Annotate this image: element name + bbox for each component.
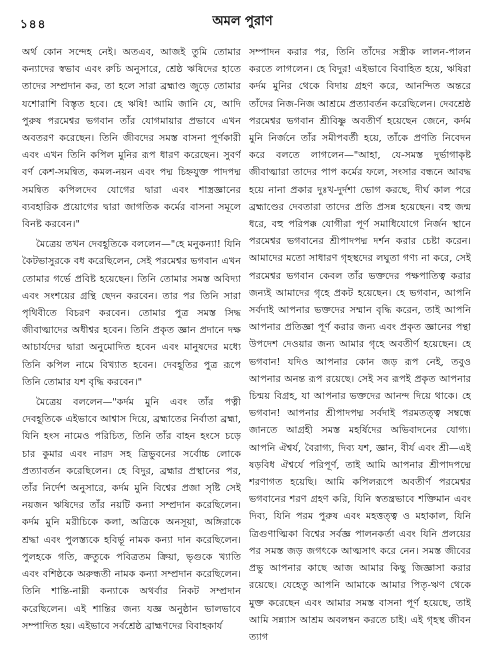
page-title: অমল পুরাণ — [212, 14, 273, 29]
paragraph: মৈত্রেয় তখন দেবহূতিকে বললেন—"হে মনুকন্যা! যিনি কৈটভাসুরকে বধ করেছিলেন, সেই পরমেশ্বর ভগবান এখন তোমার গর্ভে প্রবিষ্ট হয়েছেন। তিনি তোমার সমস্ত অবিদ্যা এবং সংশয়ের গ্রন্থি ছেদন করবেন। তার পর তিনি সারা পৃথিবীতে বিচরণ করবেন। তোমার পুত্র সমস্ত সিদ্ধ জীবাত্মাদের অধীশ্বর হবেন। তিনি প্রকৃত জ্ঞান প্রদানে দক্ষ আচার্যদের দ্বারা অনুমোদিত হবেন এবং মানুষদের মধ্যে তিনি কপিল নামে বিখ্যাত হবেন। দেবহূতির পুত্র রূপে তিনি তোমার যশ বৃদ্ধি করবেন।" — [22, 239, 241, 388]
paragraph: অর্থ কোন সন্দেহ নেই। অতএব, আজই তুমি তোমার কন্যাদের স্বভাব এবং রুচি অনুসারে, শ্রেষ্ঠ ঋষিদের হাতে তাদের সম্প্রদান কর, তা হলে সারা ব্রহ্মাণ্ড জুড়ে তোমার যশোরাশি বিস্তৃত হবে। হে ঋষি! আমি জানি যে, আদি পুরুষ পরমেশ্বর ভগবান তাঁর যোগমায়ার প্রভাবে এখন অবতরণ করেছেন। তিনি জীবদের সমস্ত বাসনা পূর্ণকারী এবং এখন তিনি কপিল মুনির রূপ ধারণ করেছেন। সুবর্ণ বর্ণ কেশ-সমন্বিত, কমল-নয়ন এবং পদ্ম চিহ্নযুক্ত পাদপদ্ম সমন্বিত কপিলদেব যোগের দ্বারা এবং শাস্ত্রজ্ঞানের ব্যবহারিক প্রয়োগের দ্বারা জাগতিক কর্মের বাসনা সমূলে বিনষ্ট করবেন।" — [22, 47, 241, 231]
right-column — [249, 44, 471, 644]
left-column — [22, 44, 241, 644]
page-number: ১৪৪ — [20, 17, 47, 31]
paragraph: মৈত্রেয় বললেন—"কর্দম মুনি এবং তাঁর পত্নী দেবহূতিকে এইভাবে আশ্বাস দিয়ে, ব্রহ্মাতের নির্বাতা ব্রহ্মা, যিনি হংস নামেও পরিচিত, তিনি তাঁর বাহন হংসে চড়ে চার কুমার এবং নারদ সহ ত্রিভুবনের সর্বোচ্চ লোকে প্রত্যাবর্তন করেছিলেন। হে বিদুর, ব্রহ্মার প্রস্থানের পর, তাঁর নির্দেশ অনুসারে, কর্দম মুনি বিশ্বের প্রজা সৃষ্টি সেই নয়জন ঋষিদের তাঁর নয়টি কন্যা সম্প্রদান করেছিলেন। কর্দম মুনি মরীচিকে কলা, অত্রিকে অনসূয়া, অঙ্গিরাকে শ্রদ্ধা এবং পুলস্ত্যকে হবির্ভূ নামক কন্যা দান করেছিলেন। পুলহকে গতি, ক্রতুকে পবিত্রতম ক্রিয়া, ভৃগুকে খ্যাতি এবং বশিষ্ঠকে অরুন্ধতী নামক কন্যা সম্প্রদান করেছিলেন। তিনি শান্তি-নাম্নী কন্যাকে অথর্বার নিকট সম্প্রদান করেছিলেন। এই শান্তির জন্য যজ্ঞ অনুষ্ঠান ভালভাবে সম্পাদিত হয়। এইভাবে সর্বশ্রেষ্ঠ ব্রাহ্মণদের বিবাহকার্য — [22, 397, 241, 632]
paragraph: সম্পাদন করার পর, তিনি তাঁদের সস্ত্রীক লালন-পালন করতে লাগলেন। হে বিদুর! এইভাবে বিবাহিত হয়ে, ঋষিরা কর্দম মুনির থেকে বিদায় গ্রহণ করে, আনন্দিত অন্তরে তাঁদের নিজ-নিজ আশ্রমে প্রত্যাবর্তন করেছিলেন। দেবশ্রেষ্ঠ পরমেশ্বর ভগবান শ্রীবিষ্ণু অবতীর্ণ হয়েছেন জেনে, কর্দম মুনি নির্জনে তাঁর সমীপবর্তী হয়ে, তাঁকে প্রণতি নিবেদন করে বলতে লাগলেন—"আহা, যে-সমস্ত দুর্ভাগাকৃষ্ট জীবাত্মারা তাদের পাপ কর্মের ফলে, সংসার বন্ধনে আবদ্ধ হয়ে নানা প্রকার দুঃখ-দুর্দশা ভোগ করছে, দীর্ঘ কাল পরে ব্রহ্মাণ্ডের দেবতারা তাদের প্রতি প্রসন্ন হয়েছেন। বহু জন্ম ধরে, বহু পরিপক্ক যোগীরা পূর্ণ সমাধিযোগে নির্জন স্থানে পরমেশ্বর ভগবানের শ্রীপাদপদ্ম দর্শন করার চেষ্টা করেন। আমাদের মতো সাধারণ গৃহস্থদের লঘুতা গণ্য না করে, সেই পরমেশ্বর ভগবান কেবল তাঁর ভক্তদের পক্ষপাতিত্ব করার জন্যই আমাদের গৃহে প্রকট হয়েছেন। হে ভগবান, আপনি সর্বদাই আপনার ভক্তদের সম্মান বৃদ্ধি করেন, তাই আপনি আপনার প্রতিজ্ঞা পূর্ণ করার জন্য এবং প্রকৃত জ্ঞানের পন্থা উপদেশ দেওয়ার জন্য আমার গৃহে অবতীর্ণ হয়েছেন। হে ভগবান! যদিও আপনার কোন জড় রূপ নেই, তবুও আপনার অনন্ত রূপ রয়েছে। সেই সব রূপই প্রকৃত আপনার চিন্ময় বিগ্রহ, যা আপনার ভক্তদের আনন্দ দিয়ে থাকে। হে ভগবান! আপনার শ্রীপাদপদ্ম সর্বদাই পরমতত্ত্ব সম্বন্ধে জানতে আগ্রহী সমস্ত মহর্ষিদের অভিবাদনের যোগ্য। আপনি ঐশ্বর্য, বৈরাগ্য, দিব্য যশ, জ্ঞান, বীর্য এবং শ্রী—এই ষড়বিধ ঐশ্বর্যে পরিপূর্ণ, তাই আমি আপনার শ্রীপাদপদ্মে শরণাগত হয়েছি। আমি কপিলরূপে অবতীর্ণ পরমেশ্বর ভগবানের শরণ গ্রহণ করি, যিনি স্বতন্ত্রভাবে শক্তিমান এবং দিব্য, যিনি পরম পুরুষ এবং মহত্তত্ত্ব ও মহাকাল, যিনি ত্রিগুণাত্মিকা বিশ্বের সর্বজ্ঞ পালনকর্তা এবং যিনি প্রলয়ের পর সমস্ত জড় জগৎকে আত্মসাৎ করে নেন। সমস্ত জীবের প্রভু আপনার কাছে আজ আমার কিছু জিজ্ঞাসা করার রয়েছে। যেহেতু আপনি আমাকে আমার পিতৃ-ঋণ থেকে মুক্ত করেছেন এবং আমার সমস্ত বাসনা পূর্ণ হয়েছে, তাই আমি সন্ন্যাস আশ্রম অবলম্বন করতে চাই। এই গৃহস্থ জীবন ত্যাগ — [249, 47, 471, 643]
page-header — [0, 0, 485, 38]
